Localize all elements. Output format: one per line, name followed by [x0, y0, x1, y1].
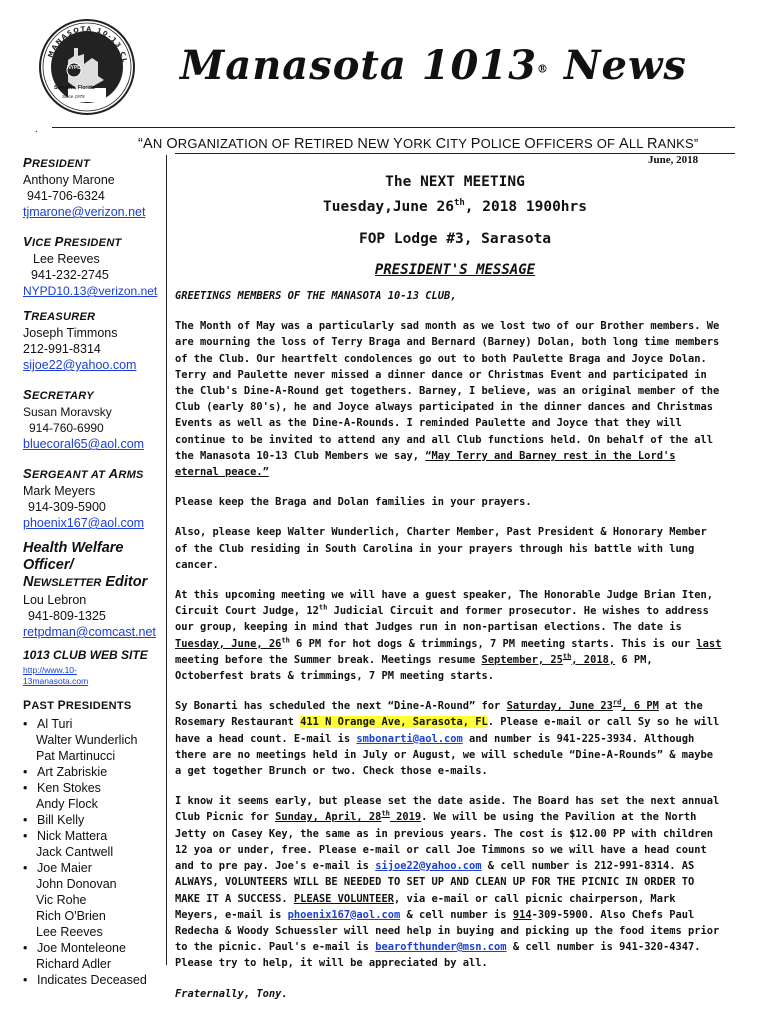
past-president-item: • Ken Stokes: [23, 780, 168, 796]
past-president-item: Jack Cantwell: [36, 845, 114, 859]
sidebar: [23, 155, 168, 988]
svg-text:MANASOTA 10-13 CLUB: MANASOTA 10-13 CL: [46, 24, 129, 65]
tagline-segment: ORK: [403, 136, 436, 151]
tagline-segment: C: [435, 136, 447, 152]
tagline-segment: OLICE: [480, 136, 525, 151]
title-text: Manasota 1013: [180, 42, 538, 89]
restaurant-address: 411 N Orange Ave, Sarasota, FL: [300, 716, 488, 729]
past-president-item: • Indicates Deceased: [23, 972, 168, 988]
presidents-message: [175, 288, 725, 1016]
tagline-segment: LL: [628, 136, 648, 151]
mark-email-link[interactable]: phoenix167@aol.com: [287, 908, 401, 921]
past-president-item: Vic Rohe: [36, 893, 87, 907]
tagline-segment: ETIRED: [304, 136, 358, 151]
tagline-segment: P: [470, 136, 481, 152]
tagline-segment: ITY: [446, 136, 471, 151]
past-president-item: • Joe Maier: [23, 860, 168, 876]
past-president-item: Richard Adler: [36, 957, 112, 971]
past-president-item: • Al Turi: [23, 716, 168, 732]
past-president-item: Walter Wunderlich: [36, 733, 138, 747]
registered-mark: ®: [537, 62, 550, 76]
past-president-item: • Bill Kelly: [23, 812, 168, 828]
paragraph-3: Also, please keep Walter Wunderlich, Charter Member, Past President & Honorary Member of the Club residing in South Carolina in your prayers through his battle with lung cancer.: [175, 526, 707, 571]
logo-location: Sarasota, Florida: [54, 85, 95, 91]
vice-president-email[interactable]: NYPD10.13@verizon.net: [23, 284, 158, 298]
website-label: 1013 CLUB WEB SITE: [23, 648, 148, 662]
past-president-item: • Nick Mattera: [23, 828, 168, 844]
tagline-segment: ANKS”: [657, 136, 699, 151]
secretary-email[interactable]: bluecoral65@aol.com: [23, 437, 145, 451]
club-logo: [38, 18, 136, 116]
closing: Fraternally, Tony.: [175, 987, 288, 1000]
meeting-location: FOP Lodge #3, Sarasota: [358, 231, 552, 247]
meeting-date: Tuesday,June 26th, 2018 1900hrs: [322, 198, 587, 215]
past-president-item: Lee Reeves: [36, 925, 103, 939]
past-president-item: Rich O'Brien: [36, 909, 106, 923]
treasurer-role: TREASURER: [23, 308, 96, 323]
vice-president-name: Lee Reeves: [33, 252, 100, 266]
past-presidents-list: [23, 716, 168, 988]
secretary-phone: 914-760-6990: [29, 421, 104, 435]
treasurer-name: Joseph Timmons: [23, 326, 118, 340]
treasurer-email[interactable]: sijoe22@yahoo.com: [23, 358, 137, 372]
vice-president-phone: 941-232-2745: [31, 268, 109, 282]
newsletter-title: [180, 42, 687, 89]
paragraph-1: The Month of May was a particularly sad month as we lost two of our Brother members. We are mourning the loss of Terry Braga and Bernard (Barney) Dolan, both long time members of the Club. Our heartfelt condolences go out to both Paulette Braga and Joyce Dolan. Terry and Paulette never missed a dinner dance or Christmas Event and participated in the Club's Dine-A-Round get togethers. Barney, I believe, was an original member of the Club (early 80's), he and Joyce always participated in the dinner dances and Christmas Events as well as the Dine-A-Rounds. I reminded Paulette and Joyce that they will continue to be invited to attend any and all Club functions held. On behalf of the all the Manasota 10-13 Club Members we say, “May Terry and Barney rest in the Lord's eternal peace.”: [175, 320, 720, 479]
title-news: News: [563, 42, 687, 89]
treasurer-phone: 212-991-8314: [23, 342, 101, 356]
paragraph-2: Please keep the Braga and Dolan families in your prayers.: [175, 496, 532, 509]
past-president-item: John Donovan: [36, 877, 117, 891]
meeting-heading: The NEXT MEETING: [385, 174, 525, 190]
paragraph-5: Sy Bonarti has scheduled the next “Dine-A-Round” for Saturday, June 23rd, 6 PM at the Rosemary Restaurant 411 N Orange Ave, Sarasota, FL. Please e-mail or call Sy so he will have a head count. E-mail is smbonarti@aol.com and number is 941-225-3934. Although there are no meetings held in July or August, we will schedule “Dine-A-Rounds” & maybe a get together Brunch or two. Check those e-mails.: [175, 698, 720, 778]
past-president-item: Andy Flock: [36, 797, 98, 811]
presidents-message-heading: PRESIDENT'S MESSAGE: [374, 262, 536, 278]
president-phone: 941-706-6324: [27, 189, 105, 203]
logo-badge: NYPD: [67, 65, 81, 71]
health-email[interactable]: retpdman@comcast.net: [23, 625, 156, 639]
sergeant-name: Mark Meyers: [23, 484, 96, 498]
tagline-segment: EW: [367, 136, 394, 151]
tagline-segment: “A: [138, 136, 153, 152]
health-phone: 941-809-1325: [28, 609, 106, 623]
tagline: [138, 136, 698, 152]
tagline-segment: R: [293, 136, 305, 152]
tagline-segment: O: [524, 136, 536, 152]
issue-date: June, 2018: [648, 154, 699, 166]
sergeant-email[interactable]: phoenix167@aol.com: [23, 516, 145, 530]
paul-email-link[interactable]: bearofthunder@msn.com: [375, 941, 507, 954]
secretary-role: SECRETARY: [23, 387, 94, 402]
president-name: Anthony Marone: [23, 173, 115, 187]
sy-email-link[interactable]: smbonarti@aol.com: [356, 732, 463, 745]
health-name: Lou Lebron: [23, 593, 87, 607]
greeting: GREETINGS MEMBERS OF THE MANASOTA 10-13 CLUB,: [175, 290, 457, 302]
tagline-segment: RGANIZATION OF: [177, 136, 294, 151]
logo-since: Since 1979: [62, 94, 85, 99]
tagline-segment: A: [618, 136, 629, 152]
tagline-segment: FFICERS OF: [535, 136, 619, 151]
past-president-item: • Joe Monteleone: [23, 940, 168, 956]
tagline-segment: N: [152, 136, 167, 151]
sergeant-role: SERGEANT AT ARMS: [23, 466, 144, 481]
website-link[interactable]: http://www.10- 13manasota.com: [23, 665, 89, 686]
tagline-segment: O: [166, 136, 178, 152]
past-presidents-role: PAST PRESIDENTS: [23, 698, 132, 712]
paragraph-4: At this upcoming meeting we will have a guest speaker, The Honorable Judge Brian Iten, Circuit Court Judge, 12th Judicial Circuit and former prosecutor. He wishes to address our group, keeping in mind that Judges run in non-partisan elections. The date is Tuesday, June, 26th 6 PM for hot dogs & trimmings, 7 PM meeting starts. This is our last meeting before the Summer break. Meetings resume September, 25th, 2018, 6 PM, Octoberfest brats & trimmings, 7 PM meeting starts.: [175, 589, 722, 683]
tagline-segment: N: [357, 136, 368, 152]
sergeant-phone: 914-309-5900: [28, 500, 106, 514]
past-president-item: • Art Zabriskie: [23, 764, 168, 780]
president-email[interactable]: tjmarone@verizon.net: [23, 205, 146, 219]
vice-president-role: VICE PRESIDENT: [23, 234, 122, 249]
president-role: PRESIDENT: [23, 155, 91, 170]
paragraph-6: I know it seems early, but please set the date aside. The Board has set the next annual Club Picnic for Sunday, April, 28th 2019. We will be using the Pavilion at the North Jetty on Casey Key, the same as in previous years. The cost is $12.00 PP with children 12 yoa or under, free. Please e-mail or call Joe Timmons so we will have a head count and to pre pay. Joe's e-mail is sijoe22@yahoo.com & cell number is 212-991-8314. AS ALWAYS, VOLUNTEERS WILL BE NEEDED TO SET UP AND CLEAN UP FOR THE PICNIC IN ORDER TO MAKE IT A SUCCESS. PLEASE VOLUNTEER, via e-mail or call picnic chairperson, Mark Meyers, e-mail is phoenix167@aol.com & cell number is 914-309-5900. Also Chefs Paul Redecha & Woody Schuessler will need help in buying and picking up the food items prior to the picnic. Paul's e-mail is bearofthunder@msn.com & cell number is 941-320-4347. Please try to help, it will be appreciated by all.: [175, 795, 720, 970]
past-president-item: Pat Martinucci: [36, 749, 116, 763]
next-meeting: [300, 170, 610, 283]
masthead-dot: .: [35, 124, 38, 135]
health-role: Health Welfare Officer/ NEWSLETTER Editor: [23, 540, 148, 590]
secretary-name: Susan Moravsky: [23, 405, 112, 419]
masthead-rule: [52, 127, 735, 128]
tagline-segment: R: [647, 136, 658, 152]
tagline-segment: Y: [393, 136, 404, 152]
joe-email-link[interactable]: sijoe22@yahoo.com: [375, 860, 482, 873]
